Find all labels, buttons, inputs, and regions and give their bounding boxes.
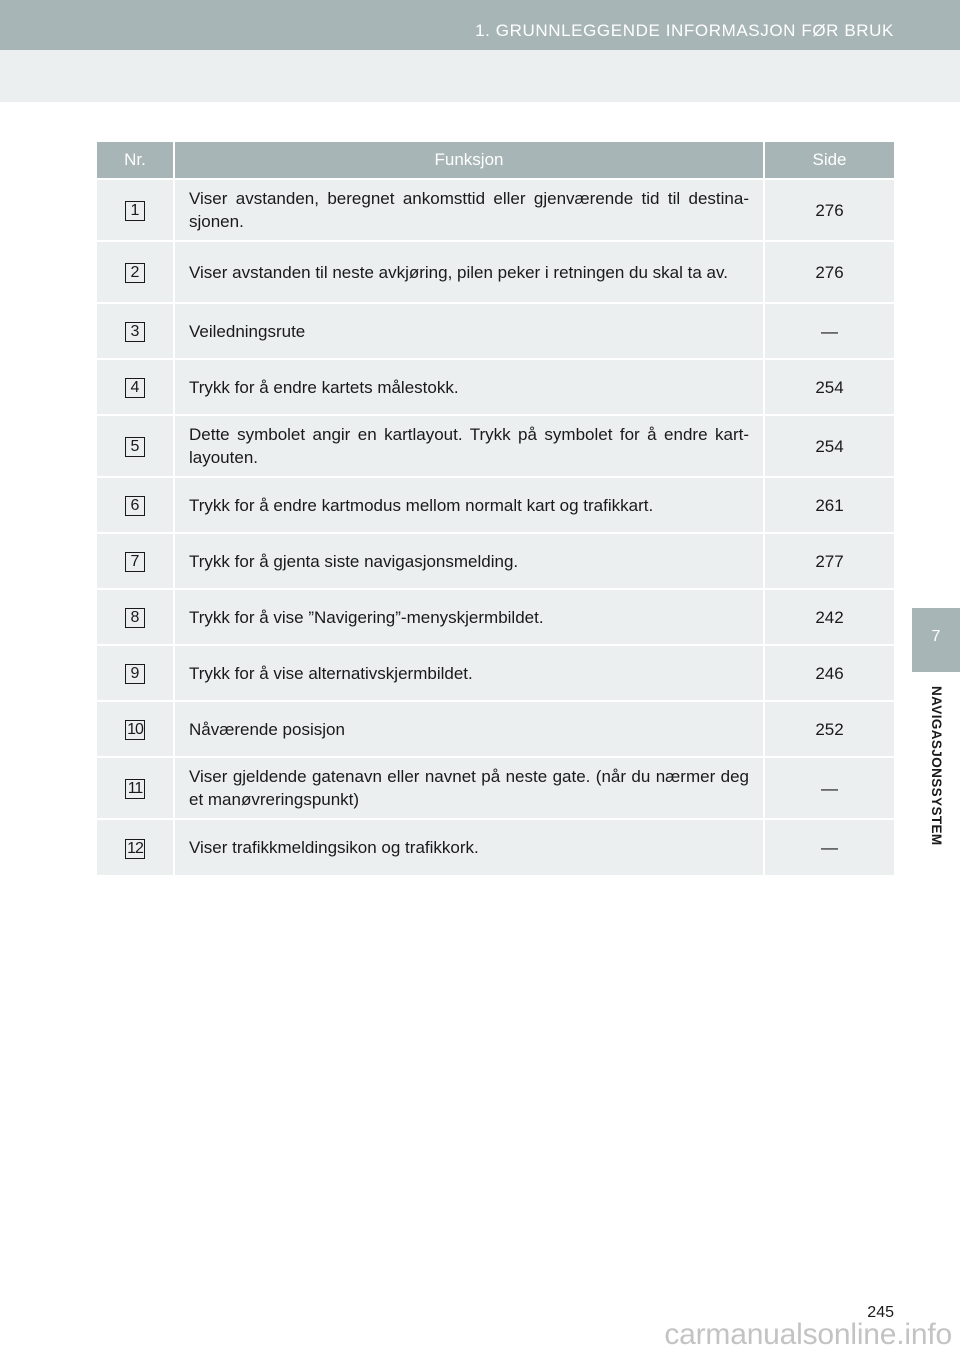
page-reference: 276: [764, 179, 894, 241]
section-title: 1. GRUNNLEGGENDE INFORMASJON FØR BRUK: [475, 21, 894, 40]
function-description: Trykk for å endre kartets målestokk.: [174, 359, 764, 415]
header-band: [0, 50, 960, 102]
page-reference: 276: [764, 241, 894, 303]
page-reference: 277: [764, 533, 894, 589]
page-reference: —: [764, 303, 894, 359]
table-row: [97, 303, 894, 359]
row-number-badge: 12: [125, 839, 145, 859]
table-row: [97, 757, 894, 819]
page-reference: 246: [764, 645, 894, 701]
page-reference: 254: [764, 415, 894, 477]
row-number-badge: 11: [125, 779, 145, 799]
function-description: Nåværende posisjon: [174, 701, 764, 757]
column-header-funksjon: Funksjon: [174, 142, 764, 179]
function-description: Viser avstanden, beregnet ankomsttid eller gjenværende tid til destina-sjonen.: [174, 179, 764, 241]
row-number-badge: 4: [125, 378, 145, 398]
function-description: Trykk for å gjenta siste navigasjonsmelding.: [174, 533, 764, 589]
row-number-badge: 3: [125, 322, 145, 342]
chapter-tab-label: NAVIGASJONSSYSTEM: [929, 686, 944, 846]
page-reference: 252: [764, 701, 894, 757]
chapter-tab-number: 7: [912, 608, 960, 672]
function-description: Viser gjeldende gatenavn eller navnet på neste gate. (når du nærmer deg et manøvreringspunkt): [174, 757, 764, 819]
function-description: Viser avstanden til neste avkjøring, pilen peker i retningen du skal ta av.: [174, 241, 764, 303]
table-row: [97, 645, 894, 701]
function-description: Dette symbolet angir en kartlayout. Trykk på symbolet for å endre kart-layouten.: [174, 415, 764, 477]
row-number-badge: 2: [125, 263, 145, 283]
table-row: [97, 819, 894, 875]
table-row: [97, 477, 894, 533]
function-description: Veiledningsrute: [174, 303, 764, 359]
row-number-badge: 9: [125, 664, 145, 684]
row-number-badge: 10: [125, 720, 145, 740]
function-description: Trykk for å vise ”Navigering”-menyskjermbildet.: [174, 589, 764, 645]
table-row: [97, 359, 894, 415]
row-number-badge: 6: [125, 496, 145, 516]
page-reference: 261: [764, 477, 894, 533]
column-header-side: Side: [764, 142, 894, 179]
function-table: [97, 142, 894, 875]
page-reference: —: [764, 819, 894, 875]
table-row: [97, 415, 894, 477]
table-row: [97, 589, 894, 645]
header-bar: [0, 0, 960, 50]
table-header-row: [97, 142, 894, 179]
page-reference: 242: [764, 589, 894, 645]
table-row: [97, 179, 894, 241]
function-description: Trykk for å endre kartmodus mellom normalt kart og trafikkart.: [174, 477, 764, 533]
row-number-badge: 1: [125, 201, 145, 221]
page-reference: 254: [764, 359, 894, 415]
row-number-badge: 5: [125, 437, 145, 457]
page-number: 245: [867, 1304, 894, 1321]
function-description: Viser trafikkmeldingsikon og trafikkork.: [174, 819, 764, 875]
table-row: [97, 701, 894, 757]
function-description: Trykk for å vise alternativskjermbildet.: [174, 645, 764, 701]
watermark-text: carmanualsonline.info: [664, 1318, 952, 1351]
column-header-nr: Nr.: [97, 142, 174, 179]
row-number-badge: 7: [125, 552, 145, 572]
row-number-badge: 8: [125, 608, 145, 628]
table-row: [97, 533, 894, 589]
page-reference: —: [764, 757, 894, 819]
table-row: [97, 241, 894, 303]
